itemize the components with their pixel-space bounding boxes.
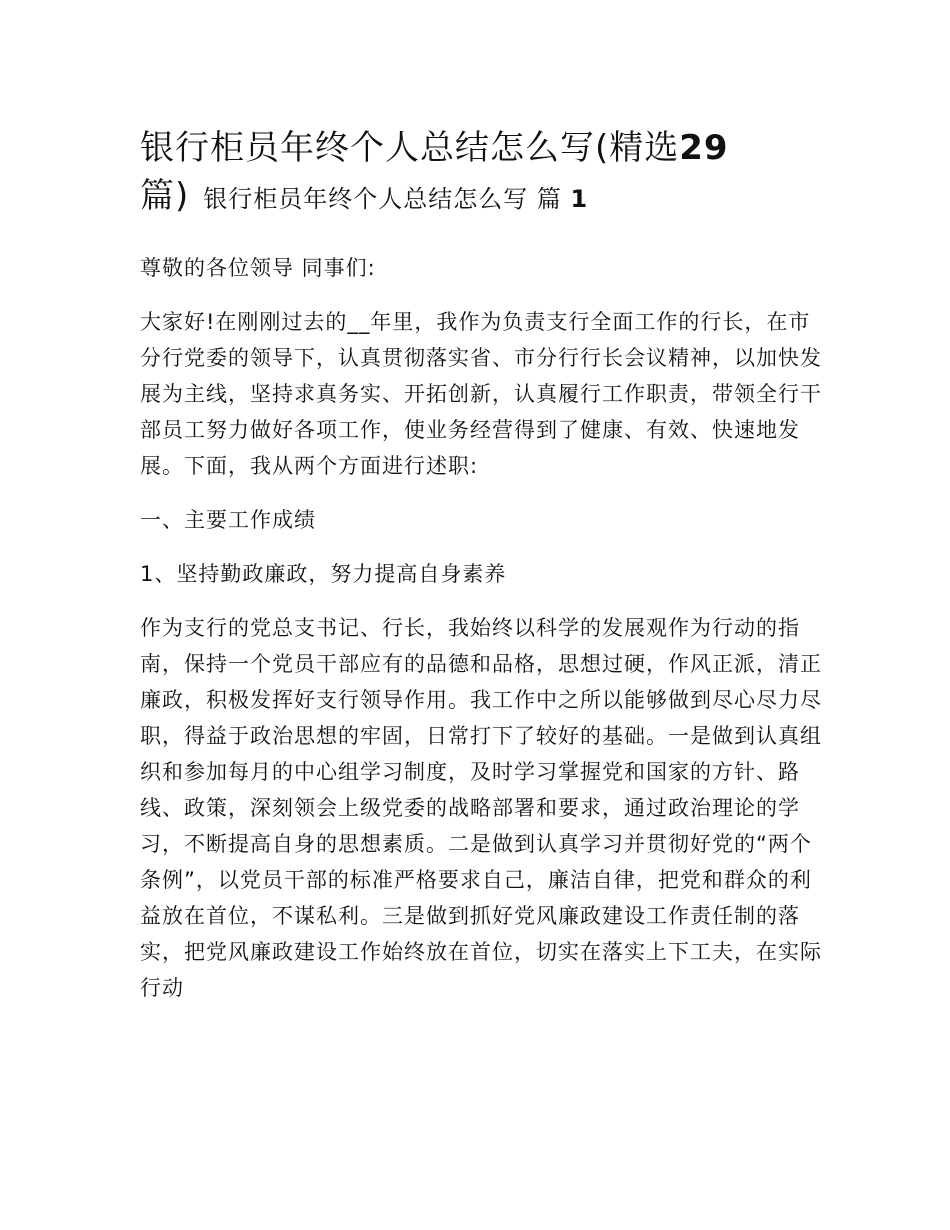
document-subtitle [203, 185, 588, 213]
salutation: 尊敬的各位领导 同事们: [140, 256, 376, 280]
subtitle-text: 银行柜员年终个人总结怎么写 篇 [203, 185, 562, 213]
document-body [140, 250, 830, 1024]
document-title [140, 124, 840, 223]
title-count: 29 [679, 128, 729, 168]
section-heading: 一、主要工作成绩 [140, 508, 316, 532]
body-paragraph: 作为支行的党总支书记、行长，我始终以科学的发展观作为行动的指南，保持一个党员干部应有的品德和品格，思想过硬，作风正派，清正廉政，积极发挥好支行领导作用。我工作中之所以能够做到尽心尽力尽职，得益于政治思想的牢固，日常打下了较好的基础。一是做到认真组织和参加每月的中心组学习制度，及时学习掌握党和国家的方针、路线、政策，深刻领会上级党委的战略部署和要求，通过政治理论的学习，不断提高自身的思想素质。二是做到认真学习并贯彻好党的“两个条例”，以党员干部的标准严格要求自己，廉洁自律，把党和群众的利益放在首位，不谋私利。三是做到抓好党风廉政建设工作责任制的落实，把党风廉政建设工作始终放在首位，切实在落实上下工夫，在实际行动 [140, 616, 822, 1000]
intro-paragraph: 大家好!在刚刚过去的__年里，我作为负责支行全面工作的行长，在市分行党委的领导下，认真贯彻落实省、市分行行长会议精神，以加快发展为主线，坚持求真务实、开拓创新，认真履行工作职责，带领全行干部员工努力做好各项工作，使业务经营得到了健康、有效、快速地发展。下面，我从两个方面进行述职: [140, 310, 822, 478]
title-end: 篇) [140, 176, 190, 216]
subsection-heading: 1、坚持勤政廉政，努力提高自身素养 [140, 562, 507, 586]
title-main: 银行柜员年终个人总结怎么写(精选 [140, 128, 680, 168]
subtitle-number: 1 [570, 185, 589, 213]
